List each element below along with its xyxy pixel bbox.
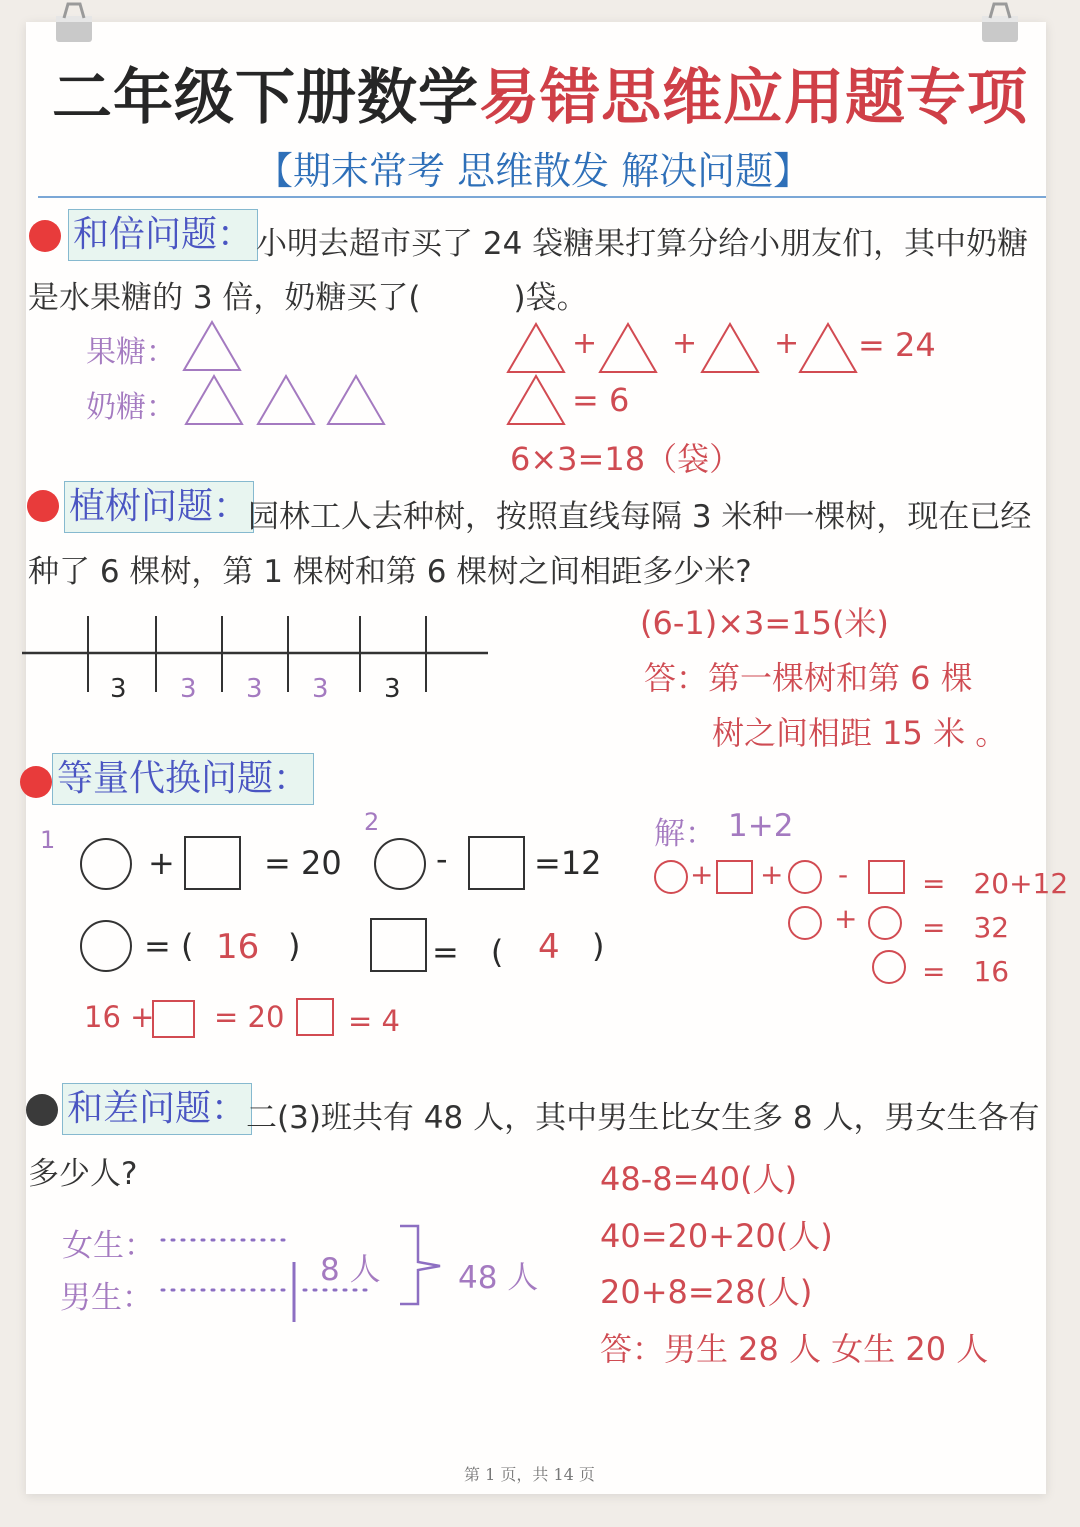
square-equals: = ( [432, 933, 504, 971]
solution-label: 解： [654, 816, 716, 852]
section-tag-sum-difference: 和差问题： [62, 1083, 252, 1135]
check-square-value: = 4 [348, 1004, 400, 1038]
plus-sign: + [834, 902, 858, 935]
close-paren: ) [288, 927, 301, 965]
gap-label: 3 [384, 674, 401, 704]
close-paren: ) [592, 927, 605, 965]
check-right: = 20 [214, 1000, 285, 1034]
solution-rhs2: = 32 [922, 911, 1010, 944]
label-boys: 男生： [60, 1280, 153, 1316]
check-left: 16 + [84, 1000, 155, 1034]
problem-text-line2: 是水果糖的 3 倍，奶糖买了( )袋。 [28, 280, 588, 316]
section-tag-tree-planting: 植树问题： [64, 481, 254, 533]
plus-sign: + [774, 326, 800, 361]
equation-rhs: = 20 [264, 844, 342, 882]
answer-sum-difference: 答：男生 28 人 女生 20 人 [600, 1330, 989, 1368]
equation-result-6: = 6 [572, 381, 630, 419]
title-part2: 易错思维应用题专项 [479, 63, 1028, 133]
problem-text-line1: 二(3)班共有 48 人，其中男生比女生多 8 人，男女生各有 [246, 1100, 1040, 1136]
gap-label: 3 [312, 674, 329, 704]
total-label: 48 人 [458, 1260, 539, 1296]
equation-number-1: 1 [40, 826, 56, 854]
equation-rhs: =12 [534, 844, 602, 882]
answer-line2: 树之间相距 15 米 。 [712, 714, 1008, 752]
answer-multiple: 6×3=18（袋） [510, 440, 742, 478]
solution-rhs1: = 20+12 [922, 867, 1069, 900]
difference-label: 8 人 [320, 1252, 381, 1288]
problem-text-line1: 小明去超市买了 24 袋糖果打算分给小朋友们，其中奶糖 [256, 226, 1029, 262]
gap-label: 3 [110, 674, 127, 704]
circle-equals: = ( [144, 927, 194, 965]
solution-step1: 48-8=40(人) [600, 1160, 798, 1198]
minus-sign: - [436, 840, 448, 878]
equation-result-24: = 24 [858, 326, 936, 364]
equation-number-2: 2 [364, 808, 380, 836]
answer-line1: 答：第一棵树和第 6 棵 [644, 659, 973, 697]
plus-sign: + [572, 326, 598, 361]
section-tag-multiple: 和倍问题： [68, 209, 258, 261]
circle-value: 16 [216, 927, 260, 967]
label-girls: 女生： [62, 1228, 155, 1264]
square-value: 4 [538, 927, 560, 967]
plus-sign: + [672, 326, 698, 361]
page-number: 第 1 页，共 14 页 [464, 1465, 595, 1484]
plus-sign: + [690, 858, 714, 891]
problem-text-line2: 多少人? [28, 1156, 138, 1192]
plus-sign: + [760, 858, 784, 891]
formula-trees: (6-1)×3=15(米) [640, 604, 889, 642]
gap-label: 3 [180, 674, 197, 704]
label-fruit-candy: 果糖： [86, 335, 176, 370]
gap-label: 3 [246, 674, 263, 704]
title-part1: 二年级下册数学 [52, 63, 479, 133]
label-milk-candy: 奶糖： [86, 390, 176, 425]
plus-sign: + [148, 844, 175, 882]
section-tag-substitution: 等量代换问题： [52, 753, 314, 805]
minus-sign: - [838, 858, 849, 891]
page-subtitle: 【期末常考 思维散发 解决问题】 [255, 149, 812, 193]
solution-step2: 40=20+20(人) [600, 1217, 833, 1255]
problem-text-line1: 园林工人去种树，按照直线每隔 3 米种一棵树，现在已经 [248, 499, 1032, 535]
solution-steps: 1+2 [728, 808, 794, 844]
problem-text-line2: 种了 6 棵树，第 1 棵树和第 6 棵树之间相距多少米? [28, 554, 752, 590]
solution-step3: 20+8=28(人) [600, 1273, 813, 1311]
solution-rhs3: = 16 [922, 955, 1010, 988]
